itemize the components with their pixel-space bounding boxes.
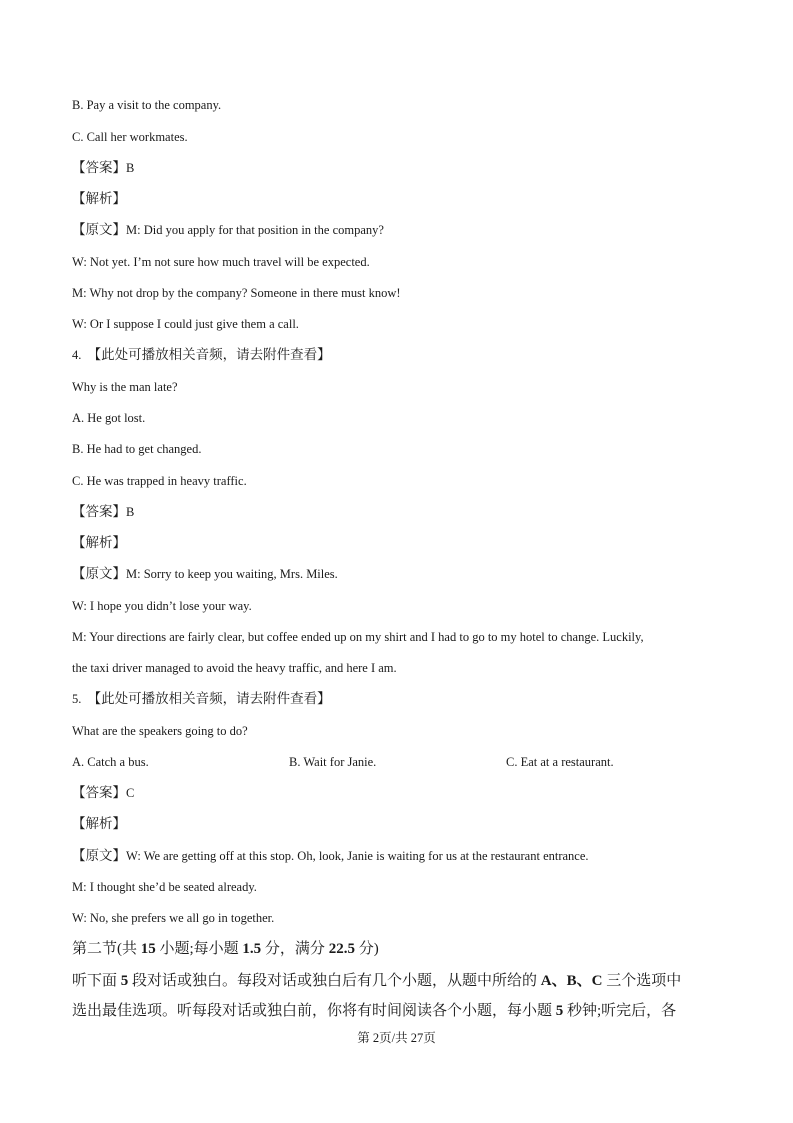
answer-label: 【答案】 — [72, 504, 126, 519]
transcript-label: 【原文】 — [72, 848, 126, 863]
audio-note: 【此处可播放相关音频，请去附件查看】 — [87, 347, 331, 362]
q4-transcript-line: W: I hope you didn’t lose your way. — [72, 599, 252, 613]
instruction-text: 秒钟;听完后，各 — [563, 1003, 677, 1019]
heading-text: 分) — [354, 941, 379, 957]
q5-transcript-line — [72, 848, 589, 864]
question-number: 5. — [72, 692, 82, 706]
answer-label: 【答案】 — [72, 160, 126, 175]
q4-question: Why is the man late? — [72, 380, 178, 394]
heading-number: 15 — [140, 941, 156, 957]
q5-analysis-label: 【解析】 — [72, 816, 126, 831]
section2-heading — [72, 939, 379, 959]
heading-number: 1.5 — [242, 941, 262, 957]
audio-note: 【此处可播放相关音频，请去附件查看】 — [87, 691, 331, 706]
q5-option-c: C. Eat at a restaurant. — [506, 755, 614, 769]
q5-options — [72, 754, 614, 770]
section2-instruction — [72, 1001, 676, 1021]
heading-text: 分，满分 — [261, 941, 329, 957]
answer-value: B — [126, 161, 135, 175]
q5-transcript-line: W: No, she prefers we all go in together. — [72, 911, 275, 925]
instruction-text: 听下面 — [72, 973, 121, 989]
instruction-text: 三个选项中 — [602, 973, 682, 989]
q3-transcript-line: W: Or I suppose I could just give them a call. — [72, 317, 299, 331]
transcript-text: M: Sorry to keep you waiting, Mrs. Miles. — [126, 567, 338, 581]
q5-question: What are the speakers going to do? — [72, 724, 248, 738]
answer-value: B — [126, 505, 135, 519]
q5-transcript-line: M: I thought she’d be seated already. — [72, 880, 257, 894]
page-footer: 第 2页/共 27页 — [357, 1031, 436, 1045]
q4-option-b: B. He had to get changed. — [72, 442, 202, 456]
instruction-options: A、B、C — [540, 973, 603, 989]
q3-answer — [72, 160, 134, 176]
instruction-number: 5 — [555, 1003, 564, 1019]
q4-option-a: A. He got lost. — [72, 411, 146, 425]
heading-text: 小题;每小题 — [155, 941, 243, 957]
answer-value: C — [126, 786, 135, 800]
q3-transcript-line: W: Not yet. I’m not sure how much travel will be expected. — [72, 255, 370, 269]
q3-transcript-line: M: Why not drop by the company? Someone in there must know! — [72, 286, 401, 300]
q5-answer — [72, 785, 134, 801]
q4-option-c: C. He was trapped in heavy traffic. — [72, 474, 247, 488]
heading-number: 22.5 — [328, 941, 355, 957]
q4-answer — [72, 504, 134, 520]
q4-analysis-label: 【解析】 — [72, 535, 126, 550]
q3-option-b: B. Pay a visit to the company. — [72, 98, 222, 112]
q4-transcript-line: the taxi driver managed to avoid the heavy traffic, and here I am. — [72, 661, 397, 675]
q4-transcript-line: M: Your directions are fairly clear, but coffee ended up on my shirt and I had to go to my hotel to change. Luckily, — [72, 630, 644, 644]
q4-header — [72, 347, 331, 363]
q3-analysis-label: 【解析】 — [72, 191, 126, 206]
instruction-text: 选出最佳选项。听每段对话或独白前，你将有时间阅读各个小题，每小题 — [72, 1003, 556, 1019]
q3-transcript-line — [72, 222, 384, 238]
transcript-label: 【原文】 — [72, 222, 126, 237]
q5-header — [72, 691, 331, 707]
q3-option-c: C. Call her workmates. — [72, 130, 188, 144]
instruction-number: 5 — [120, 973, 129, 989]
q5-option-b: B. Wait for Janie. — [289, 755, 377, 769]
section2-instruction — [72, 971, 681, 991]
transcript-label: 【原文】 — [72, 566, 126, 581]
heading-text: 第二节(共 — [72, 941, 141, 957]
q5-option-a: A. Catch a bus. — [72, 755, 149, 769]
q4-transcript-line — [72, 566, 338, 582]
instruction-text: 段对话或独白。每段对话或独白后有几个小题，从题中所给的 — [128, 973, 541, 989]
transcript-text: M: Did you apply for that position in the company? — [126, 223, 384, 237]
transcript-text: W: We are getting off at this stop. Oh, look, Janie is waiting for us at the restaurant entrance. — [126, 849, 589, 863]
answer-label: 【答案】 — [72, 785, 126, 800]
question-number: 4. — [72, 348, 82, 362]
